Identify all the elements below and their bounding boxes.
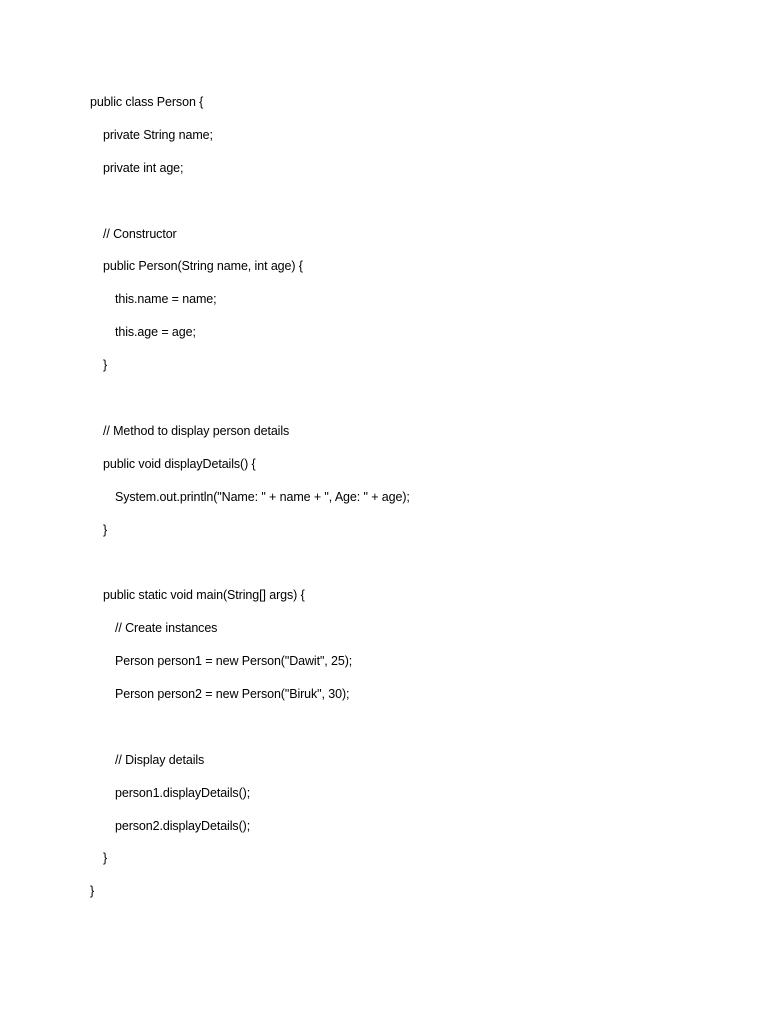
- code-line-method-close: }: [103, 522, 108, 537]
- code-line-comment-create: // Create instances: [115, 621, 218, 636]
- code-line-person1: Person person1 = new Person("Dawit", 25);: [115, 654, 353, 669]
- blank-line: [90, 388, 730, 421]
- blank-line: [90, 717, 730, 750]
- code-line-main-signature: public static void main(String[] args) {: [103, 588, 305, 603]
- blank-line: [90, 191, 730, 224]
- code-line-constructor-close: }: [103, 358, 108, 373]
- code-line-assign-name: this.name = name;: [115, 292, 217, 307]
- code-line-assign-age: this.age = age;: [115, 325, 196, 340]
- code-line-class-close: }: [90, 884, 95, 899]
- code-line-field-age: private int age;: [103, 160, 184, 175]
- code-block: [90, 92, 730, 914]
- code-line-person2: Person person2 = new Person("Biruk", 30);: [115, 687, 350, 702]
- code-line-call-person2: person2.displayDetails();: [115, 818, 251, 833]
- code-line-comment-constructor: // Constructor: [103, 226, 177, 241]
- code-line-call-person1: person1.displayDetails();: [115, 785, 251, 800]
- code-line-method-signature: public void displayDetails() {: [103, 456, 256, 471]
- code-line-constructor-signature: public Person(String name, int age) {: [103, 259, 303, 274]
- code-line-class-declaration: public class Person {: [90, 95, 204, 109]
- code-line-field-name: private String name;: [103, 127, 213, 142]
- blank-line: [90, 552, 730, 585]
- code-line-main-close: }: [103, 851, 108, 866]
- code-line-println: System.out.println("Name: " + name + ", Age: " + age);: [115, 489, 410, 504]
- code-line-comment-display: // Display details: [115, 752, 205, 767]
- code-line-comment-method: // Method to display person details: [103, 423, 290, 438]
